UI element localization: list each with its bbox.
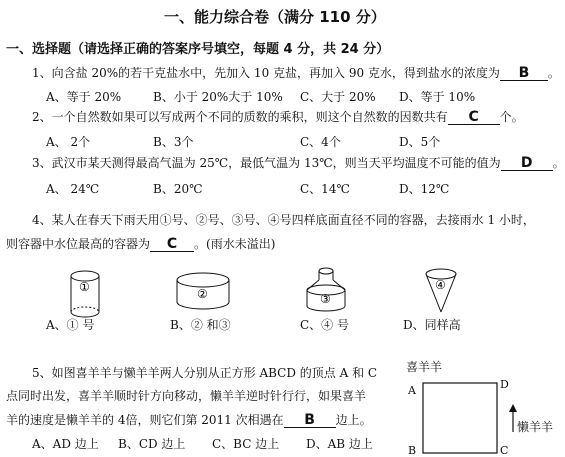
container-2-figure [173,272,233,316]
question-4-option-d: D、同样高 [403,318,461,332]
question-3-option-a: A、 24℃ [46,182,100,196]
question-3-option-c: C、14℃ [300,182,350,196]
question-2-text: 2、一个自然数如果可以写成两个不同的质数的乘积，则这个自然数的因数共有 [32,110,448,124]
question-3-text: 3、武汉市某天测得最高气温为 25℃，最低气温为 13℃，则当天平均温度不可能的值为 [32,156,501,170]
question-1-option-d: D、等于 10% [399,90,476,104]
question-5-text: 羊的速度是懒羊羊的 4倍，则它们第 2011 次相遇在 [6,413,284,427]
question-1-option-a: A、等于 20% [46,90,122,104]
vertex-c: C [500,444,509,457]
figure-label-xiyangyang: 喜羊羊 [406,360,443,374]
section-heading: 一、选择题（请选择正确的答案序号填空，每题 4 分，共 24 分） [6,42,390,57]
question-4-line-1: 4、某人在春天下雨天用①号、②号、③号、④号四样底面直径不同的容器，去接雨水 1 小时， [32,213,535,227]
question-4-text: 则容器中水位最高的容器为 [6,237,151,251]
vertex-d: D [500,378,509,391]
question-5-suffix: 边上。 [335,413,372,427]
question-3-answer: D [501,156,553,171]
page-title: 一、能力综合卷（满分 110 分） [164,8,386,26]
question-2-answer: C [448,110,500,125]
question-3-option-b: B、20℃ [153,182,203,196]
question-1-suffix: 。 [547,66,560,80]
question-5-line-2: 点同时出发，喜羊羊顺时针方向移动，懒羊羊逆时针行行，如果喜羊 [6,389,367,403]
container-2-label: ② [197,287,208,301]
container-1-label: ① [79,280,90,294]
question-4-answer: C [150,237,194,252]
question-1-option-b: B、小于 20%大于 10% [153,90,283,104]
question-1-answer: B [500,66,548,81]
question-2-suffix: 个。 [499,110,524,124]
question-4-suffix: 。(雨水未溢出) [194,237,276,251]
question-4-option-c: C、④ 号 [300,318,349,332]
question-5-line-1: 5、如图喜羊羊与懒羊羊两人分别从正方形 ABCD 的顶点 A 和 C [32,366,378,380]
question-2-option-a: A、 2个 [46,135,91,149]
container-4-label: ④ [435,278,446,292]
question-3 [32,154,565,171]
question-5 [6,411,372,428]
question-1 [32,64,560,81]
container-4-figure [424,268,460,318]
question-4 [6,235,275,252]
container-3-label: ③ [320,292,331,306]
square-figure [405,372,555,457]
question-4-option-a: A、① 号 [46,318,95,332]
question-5-option-b: B、CD 边上 [118,437,186,451]
question-3-suffix: 。 [552,156,565,170]
question-4-option-b: B、② 和③ [170,318,231,332]
container-1-figure [62,270,108,320]
vertex-b: B [408,444,417,457]
question-1-text: 1、向含盐 20%的若干克盐水中，先加入 10 克盐，再加入 90 克水，得到盐水的浓度为 [32,66,500,80]
question-2 [32,108,524,125]
question-3-option-d: D、12℃ [399,182,450,196]
question-2-option-b: B、3个 [153,135,194,149]
figure-label-lanyangyang: 懒羊羊 [517,420,554,434]
question-2-option-d: D、5个 [399,135,441,149]
question-1-option-c: C、大于 20% [300,90,376,104]
question-5-answer: B [284,413,336,428]
question-5-option-a: A、AD 边上 [32,437,99,451]
question-5-option-d: D、AB 边上 [306,437,373,451]
vertex-a: A [408,384,416,397]
container-3-figure [303,266,349,318]
question-2-option-c: C、4个 [300,135,341,149]
question-5-option-c: C、BC 边上 [212,437,280,451]
